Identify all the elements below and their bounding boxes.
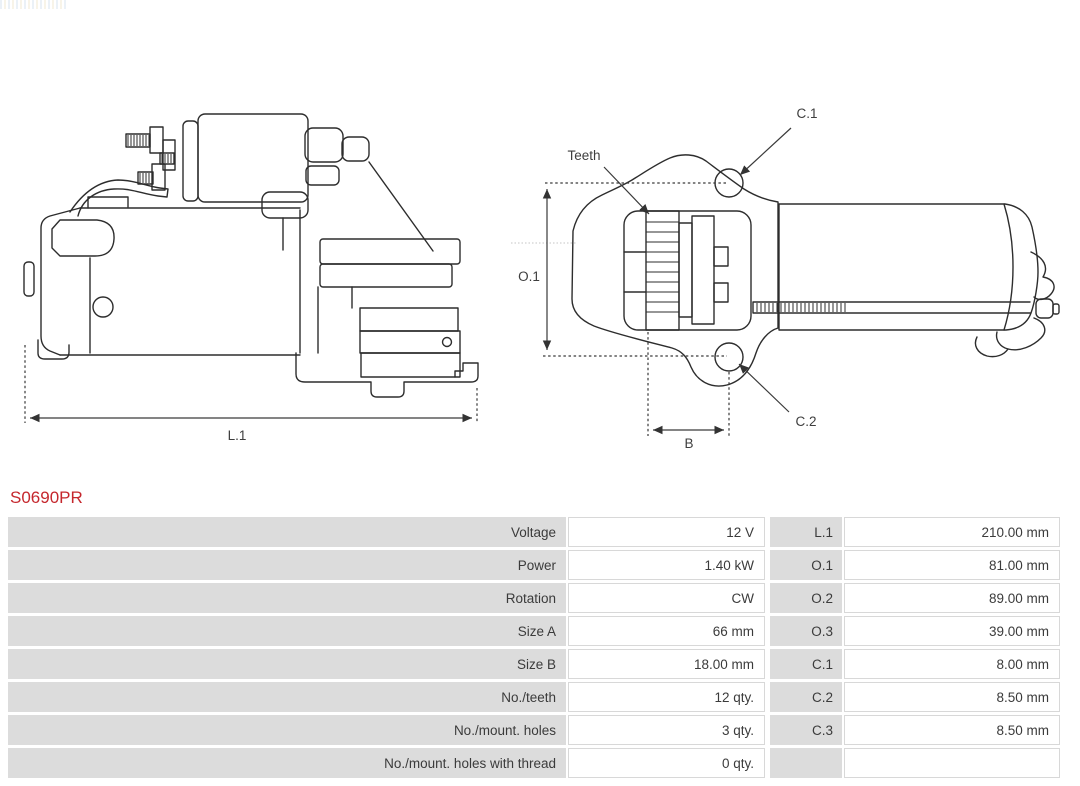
spec-property-label: Power bbox=[8, 550, 566, 580]
spec-dim-label: O.2 bbox=[770, 583, 842, 613]
spec-table bbox=[8, 517, 1060, 781]
spec-value: 18.00 mm bbox=[568, 649, 765, 679]
product-code: S0690PR bbox=[10, 488, 83, 507]
spec-dim-label bbox=[770, 748, 842, 778]
table-row bbox=[8, 616, 1060, 646]
spec-dim-label: L.1 bbox=[770, 517, 842, 547]
spec-value: 3 qty. bbox=[568, 715, 765, 745]
spec-dim-label: O.1 bbox=[770, 550, 842, 580]
spec-dim-value bbox=[844, 748, 1060, 778]
table-row bbox=[8, 682, 1060, 712]
spec-value: 12 V bbox=[568, 517, 765, 547]
spec-value: 12 qty. bbox=[568, 682, 765, 712]
spec-property-label: Rotation bbox=[8, 583, 566, 613]
spec-value: CW bbox=[568, 583, 765, 613]
spec-dim-value: 8.00 mm bbox=[844, 649, 1060, 679]
spec-dim-label: O.3 bbox=[770, 616, 842, 646]
spec-dim-label: C.3 bbox=[770, 715, 842, 745]
spec-property-label: Size B bbox=[8, 649, 566, 679]
spec-dim-value: 8.50 mm bbox=[844, 715, 1060, 745]
spec-property-label: No./mount. holes with thread bbox=[8, 748, 566, 778]
teeth-label: Teeth bbox=[567, 148, 601, 163]
spec-property-label: No./teeth bbox=[8, 682, 566, 712]
hole-label-c2: C.2 bbox=[795, 414, 817, 429]
spec-dim-value: 89.00 mm bbox=[844, 583, 1060, 613]
table-row bbox=[8, 550, 1060, 580]
spec-dim-value: 8.50 mm bbox=[844, 682, 1060, 712]
spec-property-label: Voltage bbox=[8, 517, 566, 547]
table-row bbox=[8, 748, 1060, 778]
spec-value: 66 mm bbox=[568, 616, 765, 646]
dim-label-l1: L.1 bbox=[227, 428, 247, 443]
spec-value: 0 qty. bbox=[568, 748, 765, 778]
spec-dim-value: 81.00 mm bbox=[844, 550, 1060, 580]
dim-label-o1: O.1 bbox=[518, 269, 540, 284]
table-row bbox=[8, 583, 1060, 613]
spec-dim-label: C.2 bbox=[770, 682, 842, 712]
table-row bbox=[8, 517, 1060, 547]
spec-value: 1.40 kW bbox=[568, 550, 765, 580]
table-row bbox=[8, 715, 1060, 745]
dim-label-b: B bbox=[684, 436, 694, 451]
table-row bbox=[8, 649, 1060, 679]
side-view-drawing bbox=[24, 114, 478, 443]
spec-dim-label: C.1 bbox=[770, 649, 842, 679]
spec-property-label: No./mount. holes bbox=[8, 715, 566, 745]
spec-dim-value: 39.00 mm bbox=[844, 616, 1060, 646]
front-view-drawing bbox=[511, 106, 1059, 451]
spec-dim-value: 210.00 mm bbox=[844, 517, 1060, 547]
hole-label-c1: C.1 bbox=[796, 106, 818, 121]
spec-property-label: Size A bbox=[8, 616, 566, 646]
